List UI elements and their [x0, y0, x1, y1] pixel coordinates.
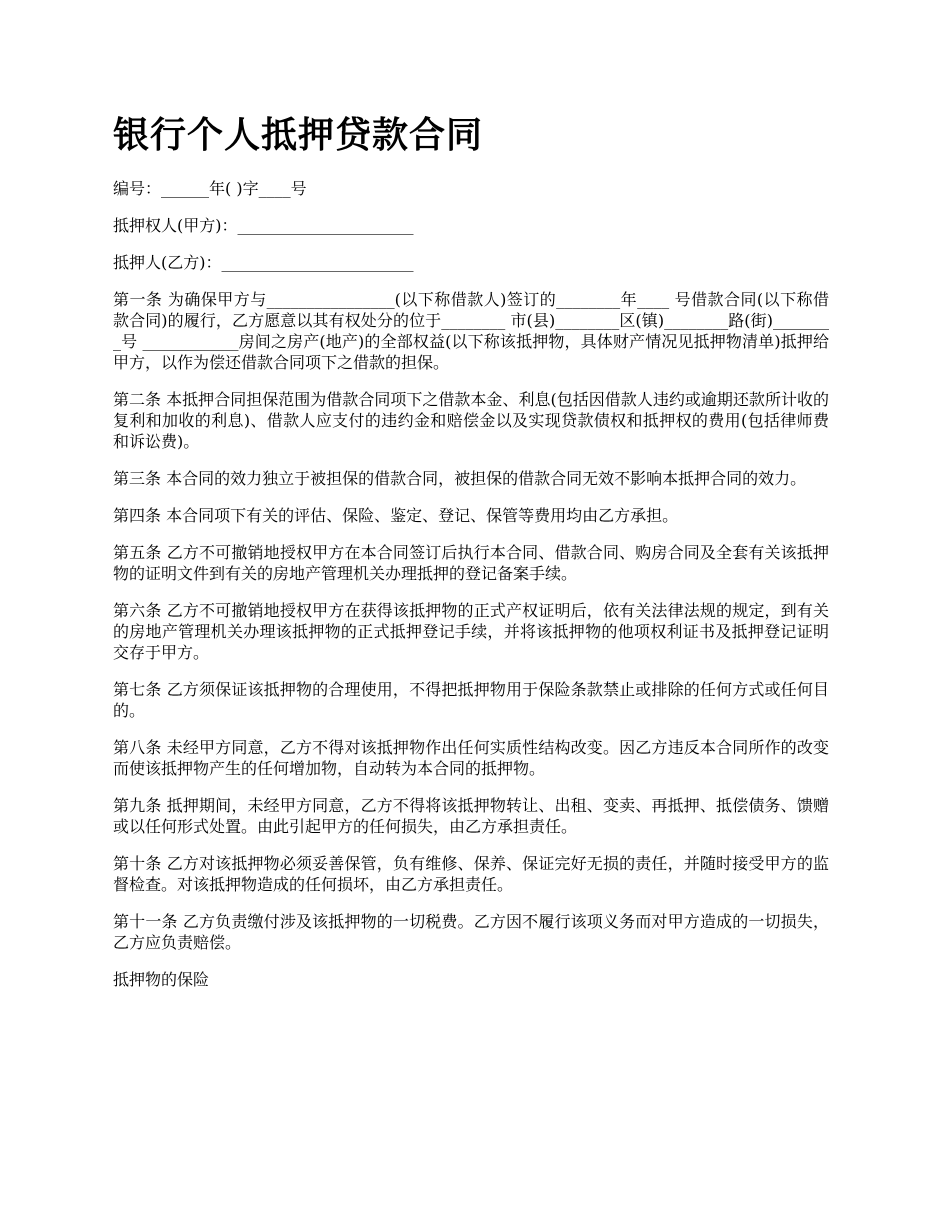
mortgagor-line: 抵押人(乙方)：________________________ — [113, 253, 414, 272]
article-7: 第七条 乙方须保证该抵押物的合理使用，不得把抵押物用于保险条款禁止或排除的任何方式或任何目的。 — [113, 680, 829, 720]
document-title: 银行个人抵押贷款合同 — [113, 115, 484, 156]
mortgagee-line: 抵押权人(甲方)：______________________ — [113, 216, 414, 235]
article-1: 第一条 为确保甲方与________________(以下称借款人)签订的________年____ 号借款合同(以下称借款合同)的履行，乙方愿意以其有权处分的位于________ 市(县)________区(镇)________路(街)________号 ____________房间之房产(地产)的全部权益(以下称该抵押物，具体财产情况见抵押物清单)抵押给甲方，以作为偿还借款合同项下之借款的担保。 — [113, 290, 829, 372]
article-2: 第二条 本抵押合同担保范围为借款合同项下之借款本金、利息(包括因借款人违约或逾期还款所计收的复利和加收的利息)、借款人应支付的违约金和赔偿金以及实现贷款债权和抵押权的费用(包括律师费和诉讼费)。 — [113, 390, 829, 451]
article-4: 第四条 本合同项下有关的评估、保险、鉴定、登记、保管等费用均由乙方承担。 — [113, 506, 679, 525]
contract-number-line: 编号：______年( )字____号 — [113, 179, 307, 198]
section-heading-insurance: 抵押物的保险 — [113, 970, 210, 989]
article-6: 第六条 乙方不可撤销地授权甲方在获得该抵押物的正式产权证明后，依有关法律法规的规定，到有关的房地产管理机关办理该抵押物的正式抵押登记手续，并将该抵押物的他项权利证书及抵押登记证明交存于甲方。 — [113, 601, 829, 662]
article-9: 第九条 抵押期间，未经甲方同意，乙方不得将该抵押物转让、出租、变卖、再抵押、抵偿债务、馈赠或以任何形式处置。由此引起甲方的任何损失，由乙方承担责任。 — [113, 796, 829, 836]
document-page — [113, 108, 829, 1006]
article-3: 第三条 本合同的效力独立于被担保的借款合同，被担保的借款合同无效不影响本抵押合同的效力。 — [113, 469, 807, 488]
article-10: 第十条 乙方对该抵押物必须妥善保管，负有维修、保养、保证完好无损的责任，并随时接受甲方的监督检查。对该抵押物造成的任何损坏，由乙方承担责任。 — [113, 854, 829, 894]
article-8: 第八条 未经甲方同意，乙方不得对该抵押物作出任何实质性结构改变。因乙方违反本合同所作的改变而使该抵押物产生的任何增加物，自动转为本合同的抵押物。 — [113, 738, 829, 778]
article-11: 第十一条 乙方负责缴付涉及该抵押物的一切税费。乙方因不履行该项义务而对甲方造成的一切损失，乙方应负责赔偿。 — [113, 912, 829, 952]
article-5: 第五条 乙方不可撤销地授权甲方在本合同签订后执行本合同、借款合同、购房合同及全套有关该抵押物的证明文件到有关的房地产管理机关办理抵押的登记备案手续。 — [113, 543, 829, 583]
